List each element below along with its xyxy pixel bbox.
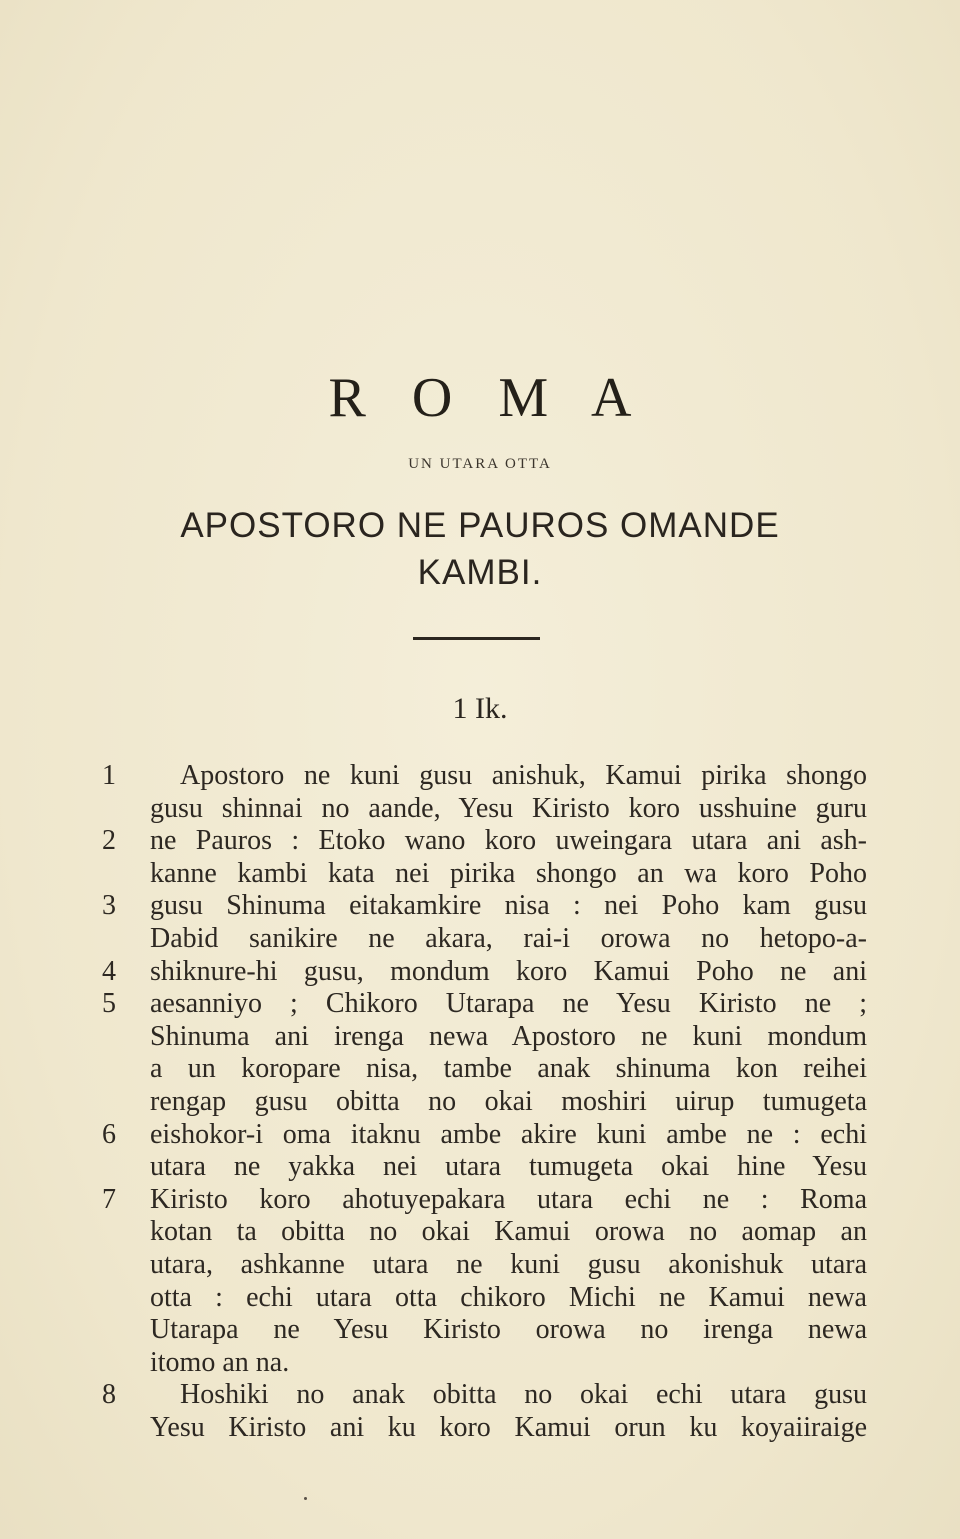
text-line (0, 1150, 960, 1183)
subtitle: UN UTARA OTTA (408, 456, 552, 472)
line-text: gusu Shinuma eitakamkire nisa : nei Poho kam gusu (150, 890, 867, 922)
line-text: otta : echi utara otta chikoro Michi ne Kamui newa (150, 1281, 867, 1313)
line-text: Kiristo koro ahotuyepakara utara echi ne : Roma (150, 1183, 867, 1215)
text-line (0, 857, 960, 890)
line-text: ne Pauros : Etoko wano koro uweingara utara ani ash- (150, 825, 867, 857)
line-text: Shinuma ani irenga newa Apostoro ne kuni mondum (150, 1020, 867, 1052)
line-text: Apostoro ne kuni gusu anishuk, Kamui pirika shongo (180, 760, 867, 791)
line-text: itomo an na. (150, 1346, 290, 1378)
text-line (0, 955, 960, 988)
page-title: R O M A (328, 367, 648, 429)
line-text: kanne kambi kata nei pirika shongo an wa koro Poho (150, 857, 867, 889)
line-text: utara ne yakka nei utara tumugeta okai hine Yesu (150, 1151, 867, 1183)
line-text: kotan ta obitta no okai Kamui orowa no aomap an (150, 1216, 867, 1248)
text-line (0, 1346, 960, 1379)
line-text: eishokor-i oma itaknu ambe akire kuni ambe ne : echi (150, 1118, 867, 1150)
verse-number: 5 (102, 988, 116, 1020)
text-line (0, 1085, 960, 1118)
text-line (0, 1118, 960, 1151)
line-text: aesanniyo ; Chikoro Utarapa ne Yesu Kiristo ne ; (150, 988, 867, 1020)
text-line (0, 759, 960, 792)
text-line (0, 1313, 960, 1346)
line-text: Dabid sanikire ne akara, rai-i orowa no hetopo-a- (150, 923, 867, 954)
text-line (0, 1281, 960, 1314)
text-line (0, 1248, 960, 1281)
line-text: shiknure-hi gusu, mondum koro Kamui Poho ne ani (150, 955, 867, 987)
text-line (0, 824, 960, 857)
line-text: gusu shinnai no aande, Yesu Kiristo koro usshuine guru (150, 792, 867, 824)
verse-number: 2 (102, 825, 116, 857)
text-line (0, 987, 960, 1020)
verse-number: 8 (102, 1379, 116, 1411)
line-text: Hoshiki no anak obitta no okai echi utara gusu (180, 1379, 867, 1411)
heading (110, 502, 850, 596)
text-line (0, 922, 960, 955)
text-line (0, 1411, 960, 1444)
text-line (0, 792, 960, 825)
divider-rule (413, 637, 540, 640)
ink-speck (304, 1497, 307, 1500)
verse-number: 4 (102, 955, 116, 987)
line-text: Utarapa ne Yesu Kiristo orowa no irenga newa (150, 1314, 867, 1346)
verse-number: 3 (102, 890, 116, 922)
text-line (0, 1378, 960, 1411)
line-text: Yesu Kiristo ani ku koro Kamui orun ku koyaiiraige (150, 1412, 867, 1443)
text-line (0, 889, 960, 922)
line-text: a un koropare nisa, tambe anak shinuma kon reihei (150, 1053, 867, 1085)
text-line (0, 1052, 960, 1085)
verse-number: 7 (102, 1183, 116, 1215)
text-line (0, 1215, 960, 1248)
verse-number: 1 (102, 760, 116, 791)
chapter-heading: 1 Ik. (452, 692, 508, 725)
line-text: utara, ashkanne utara ne kuni gusu akonishuk utara (150, 1249, 867, 1280)
line-text: rengap gusu obitta no okai moshiri uirup tumugeta (150, 1086, 867, 1117)
text-line (0, 1183, 960, 1216)
heading-line: KAMBI. (417, 553, 543, 592)
text-line (0, 1020, 960, 1053)
verse-number: 6 (102, 1118, 116, 1150)
heading-line: APOSTORO NE PAUROS OMANDE (180, 506, 780, 545)
